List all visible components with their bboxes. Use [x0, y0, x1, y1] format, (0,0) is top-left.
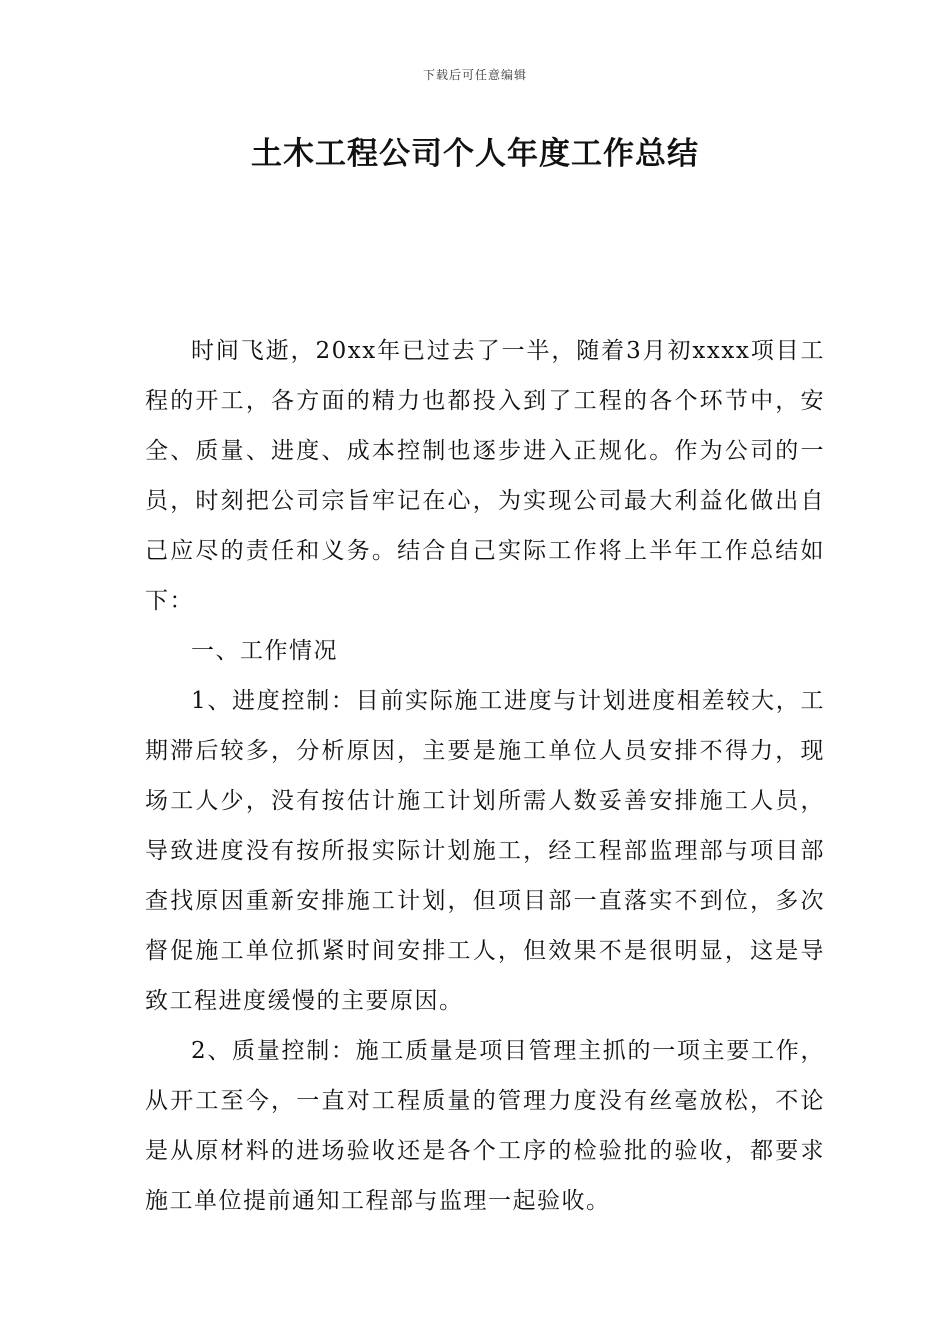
section-heading: 一、工作情况: [191, 638, 338, 664]
document-title: 土木工程公司个人年度工作总结: [251, 136, 699, 172]
quality-control-paragraph: 2、质量控制：施工质量是项目管理主抓的一项主要工作，从开工至今，一直对工程质量的管理力度没有丝毫放松，不论是从原材料的进场验收还是各个工序的检验批的验收，都要求施工单位提前通知工程部与监理一起验收。: [145, 1038, 825, 1214]
header-note: 下载后可任意编辑: [422, 68, 527, 82]
intro-paragraph: 时间飞逝，20xx年已过去了一半，随着3月初xxxx项目工程的开工，各方面的精力也都投入到了工程的各个环节中，安全、质量、进度、成本控制也逐步进入正规化。作为公司的一员，时刻把公司宗旨牢记在心，为实现公司最大利益化做出自己应尽的责任和义务。结合自己实际工作将上半年工作总结如下：: [145, 338, 825, 614]
document-body: [145, 326, 825, 1226]
progress-control-paragraph: 1、进度控制：目前实际施工进度与计划进度相差较大，工期滞后较多，分析原因，主要是施工单位人员安排不得力，现场工人少，没有按估计施工计划所需人数妥善安排施工人员，导致进度没有按所报实际计划施工，经工程部监理部与项目部查找原因重新安排施工计划，但项目部一直落实不到位，多次督促施工单位抓紧时间安排工人，但效果不是很明显，这是导致工程进度缓慢的主要原因。: [145, 688, 825, 1014]
